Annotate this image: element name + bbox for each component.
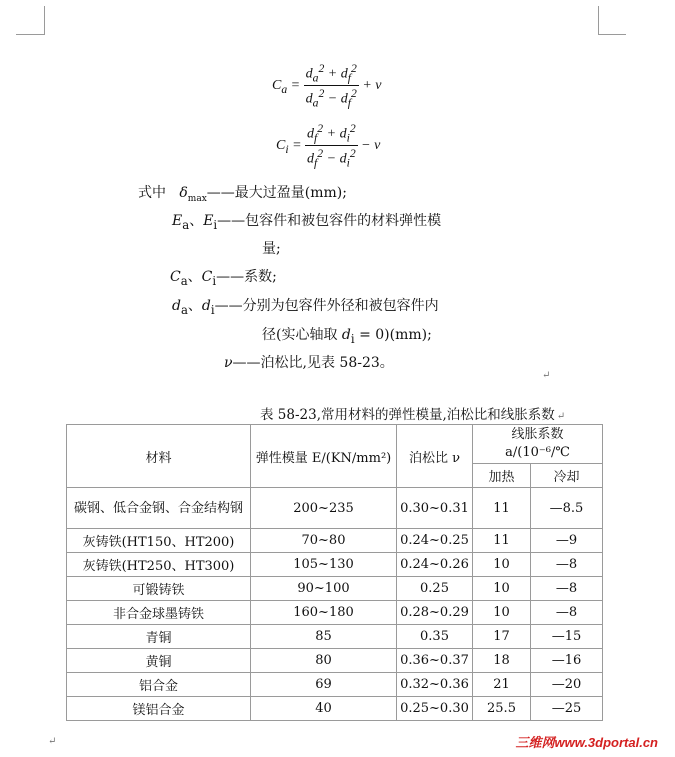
cell-cool: —8 <box>531 577 603 601</box>
table-caption: 表 58-23,常用材料的弹性模量,泊松比和线胀系数 ↵ <box>260 407 566 423</box>
header-material: 材料 <box>67 425 251 488</box>
table-row <box>67 529 603 553</box>
formula-ci: $C_i$ = $\frac{d_f^2 + d_i^2}{d_f^2 - d_i^2}$ − ν <box>276 122 381 170</box>
cell-material: 青铜 <box>67 625 251 649</box>
crop-mark <box>598 6 599 34</box>
cell-heat: 25.5 <box>473 697 531 721</box>
cell-cool: —8 <box>531 553 603 577</box>
cell-poisson: 0.36~0.37 <box>397 649 473 673</box>
cell-heat: 18 <box>473 649 531 673</box>
crop-mark <box>44 6 45 34</box>
paragraph-mark: ↵ <box>48 736 57 747</box>
cell-modulus: 160~180 <box>251 601 397 625</box>
cell-modulus: 85 <box>251 625 397 649</box>
cell-modulus: 90~100 <box>251 577 397 601</box>
cell-heat: 10 <box>473 577 531 601</box>
legend-line-delta: 式中 $\delta_{max}——$最大过盈量(mm); <box>138 185 347 204</box>
cell-cool: —20 <box>531 673 603 697</box>
legend-line-diameter: $d_a$、$d_i——$分别为包容件外径和被包容件内 <box>172 298 439 317</box>
table-row <box>67 649 603 673</box>
cell-cool: —15 <box>531 625 603 649</box>
cell-material: 镁铝合金 <box>67 697 251 721</box>
cell-heat: 11 <box>473 529 531 553</box>
watermark: 三维网www.3dportal.cn <box>515 735 658 750</box>
cell-cool: —25 <box>531 697 603 721</box>
legend-line-coeff: $C_a$、$C_i——$系数; <box>170 269 277 288</box>
cell-poisson: 0.24~0.26 <box>397 553 473 577</box>
cell-material: 可锻铸铁 <box>67 577 251 601</box>
legend-line-poisson: ν——泊松比,见表 58-23。 <box>224 355 394 371</box>
cell-material: 非合金球墨铸铁 <box>67 601 251 625</box>
table-row <box>67 673 603 697</box>
cell-modulus: 40 <box>251 697 397 721</box>
cell-heat: 17 <box>473 625 531 649</box>
formula-ca: $C_a$ = $\frac{d_a^2 + d_f^2}{d_a^2 - d_f^2}$ + ν <box>272 62 382 110</box>
header-modulus: 弹性模量 E/(KN/mm²) <box>251 425 397 488</box>
table-row <box>67 697 603 721</box>
header-heating: 加热 <box>473 464 531 488</box>
table-row <box>67 488 603 529</box>
header-cooling: 冷却 <box>531 464 603 488</box>
header-poisson: 泊松比 ν <box>397 425 473 488</box>
cell-modulus: 105~130 <box>251 553 397 577</box>
cell-cool: —8.5 <box>531 488 603 529</box>
header-expansion <box>473 425 603 464</box>
cell-cool: —16 <box>531 649 603 673</box>
cell-material: 灰铸铁(HT150、HT200) <box>67 529 251 553</box>
legend-line-modulus: $E_a$、$E_i——$包容件和被包容件的材料弹性模 <box>172 213 442 232</box>
cell-heat: 21 <box>473 673 531 697</box>
cell-cool: —9 <box>531 529 603 553</box>
cell-heat: 10 <box>473 553 531 577</box>
cell-poisson: 0.35 <box>397 625 473 649</box>
cell-modulus: 69 <box>251 673 397 697</box>
header-row <box>67 425 603 464</box>
cell-material: 碳钢、低合金钢、合金结构钢 <box>67 488 251 529</box>
table-row <box>67 625 603 649</box>
materials-table <box>66 424 603 721</box>
cell-material: 灰铸铁(HT250、HT300) <box>67 553 251 577</box>
cell-modulus: 200~235 <box>251 488 397 529</box>
cell-cool: —8 <box>531 601 603 625</box>
crop-mark <box>598 34 626 35</box>
cell-poisson: 0.25 <box>397 577 473 601</box>
cell-poisson: 0.24~0.25 <box>397 529 473 553</box>
paragraph-mark: ↵ <box>542 370 551 381</box>
crop-mark <box>16 34 45 35</box>
cell-modulus: 70~80 <box>251 529 397 553</box>
cell-poisson: 0.32~0.36 <box>397 673 473 697</box>
cell-poisson: 0.25~0.30 <box>397 697 473 721</box>
table-row <box>67 553 603 577</box>
header-expansion-unit: a/(10⁻⁶/℃ <box>505 445 570 460</box>
legend-line-diameter-cont: 径(实心轴取 $d_i = 0)(mm)$; <box>262 327 432 346</box>
cell-material: 黄铜 <box>67 649 251 673</box>
cell-poisson: 0.30~0.31 <box>397 488 473 529</box>
table-row <box>67 601 603 625</box>
header-expansion-title: 线胀系数 <box>511 427 564 442</box>
cell-heat: 11 <box>473 488 531 529</box>
cell-heat: 10 <box>473 601 531 625</box>
table-row <box>67 577 603 601</box>
cell-material: 铝合金 <box>67 673 251 697</box>
cell-modulus: 80 <box>251 649 397 673</box>
legend-line-modulus-cont: 量; <box>262 241 281 257</box>
cell-poisson: 0.28~0.29 <box>397 601 473 625</box>
